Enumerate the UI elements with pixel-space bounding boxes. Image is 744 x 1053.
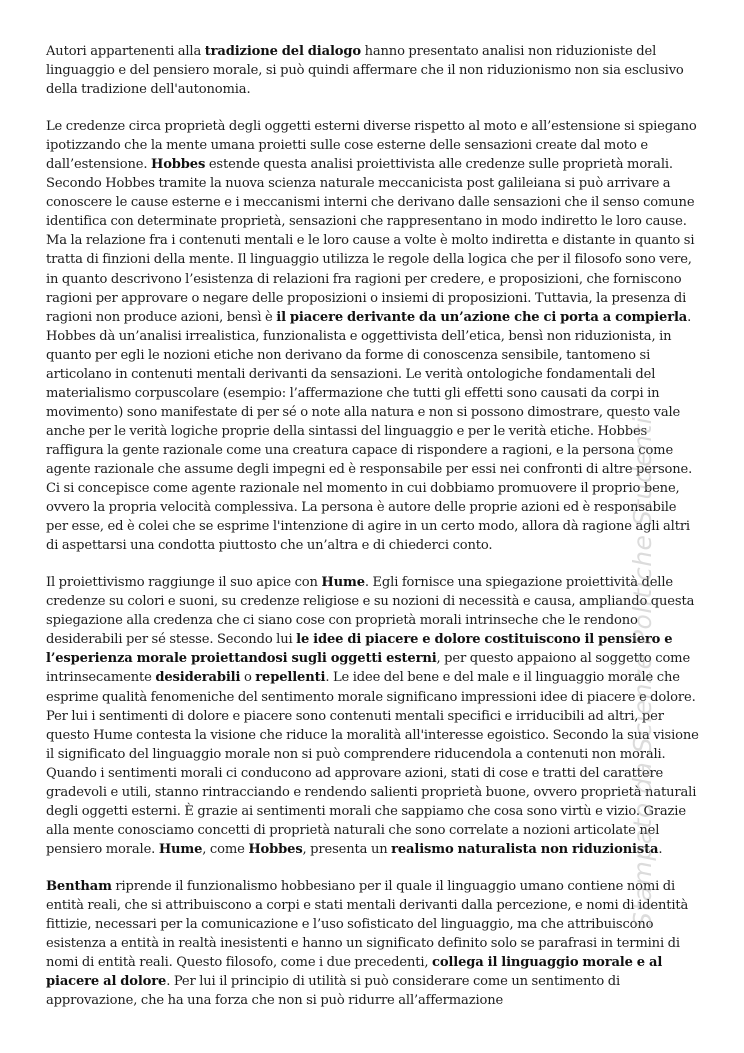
text-run: . Per lui il principio di utilità si può considerare come un sentimento di approvazione, che ha una forza che non si può ridurre all’affermazione [46, 974, 620, 1009]
text-run: . Hobbes dà un’analisi irrealistica, funzionalista e oggettivista dell’etica, bensì non riduzionista, in quanto per egli le nozioni etiche non derivano da forme di conoscenza sensibile, tantomeno si articolano in contenuti mentali derivanti da sensazioni. Le verità ontologiche fondamentali del materialismo corpuscolare (esempio: l’affermazione che tutti gli effetti sono causati da corpi in movimento) sono manifestate di per sé o note alla natura e non si possono dimostrare, questo vale anche per le verità logiche proprie della sintassi del linguaggio e per le verità etiche. Hobbes raffigura la gente razionale come una creatura capace di rispondere a ragioni, e la persona come agente razionale che assume degli impegni ed è responsabile per essi nei confronti di altre persone. Ci si concepisce come agente razionale nel momento in cui dobbiamo promuovere il proprio bene, ovvero la propria velocità complessiva. La persona è autore delle proprie azioni ed è responsabile per esse, ed è colei che se esprime l'intenzione di agire in un certo modo, allora dà ragione agli altri di aspettarsi una condotta piuttosto che un’altra e di chiederci conto. [46, 309, 693, 554]
bold-text: tradizione del dialogo [204, 44, 361, 59]
text-run: Autori appartenenti alla [46, 44, 205, 59]
paragraph-dialogo [46, 42, 700, 99]
paragraph-bentham [46, 877, 700, 1010]
bold-text: Hume [321, 575, 365, 591]
bold-text: il piacere derivante da un’azione che ci porta a compierla [276, 309, 688, 325]
text-run: . [658, 841, 663, 857]
paragraph-hume [46, 573, 700, 859]
text-run: hanno presentato analisi non riduzioniste del linguaggio e del pensiero morale, si può quindi affermare che il non riduzionismo non sia esclusivo della tradizione dell'autonomia. [46, 44, 684, 98]
text-run: Le credenze circa proprietà degli oggetti esterni diverse rispetto al moto e all’estensione si spiegano ipotizzando che la mente umana proietti sulle cose esterne delle sensazioni create dal moto e dall’estensione. [46, 119, 697, 173]
bold-text: repellenti [255, 670, 326, 686]
bold-text: Hobbes [248, 841, 303, 857]
watermark-text: Stampato da Scienze Politiche Studenti [628, 416, 657, 928]
text-run: o [240, 670, 256, 686]
text-run: , presenta un [302, 841, 392, 857]
text-run: , per questo appaiono al soggetto come intrinsecamente [46, 651, 691, 686]
bold-text: Hume [158, 841, 203, 857]
bold-text: collega il linguaggio morale e al piacere al dolore [46, 955, 663, 990]
paragraph-hobbes [46, 117, 700, 555]
text-run: Il proiettivismo raggiunge il suo apice con [46, 575, 322, 591]
watermark [628, 416, 668, 928]
text-run: , come [202, 841, 249, 857]
bold-text: le idee di piacere e dolore costituiscono il pensiero e l’esperienza morale proiettandosi sugli oggetti esterni [46, 632, 673, 667]
bold-text: Bentham [46, 878, 112, 894]
bold-text: Hobbes [150, 157, 206, 173]
text-run: estende questa analisi proiettivista alle credenze sulle proprietà morali. Secondo Hobbes tramite la nuova scienza naturale meccanicista post galileiana si può arrivare a conoscere le cause esterne e i meccanismi interni che derivano dalle sensazioni che il senso comune identifica con determinate proprietà, sensazioni che rappresentano in modo indiretto le loro cause. Ma la relazione fra i contenuti mentali e le loro cause a volte è molto indiretta e distante in quanto si tratta di finzioni della mente. Il linguaggio utilizza le regole della logica che per il filosofo sono vere, in quanto descrivono l’esistenza di relazioni fra ragioni per credere, e proposizioni, che forniscono ragioni per approvare o negare delle proposizioni o insiemi di proposizioni. Tuttavia, la presenza di ragioni non produce azioni, bensì è [46, 157, 695, 325]
bold-text: desiderabili [155, 670, 241, 686]
bold-text: realismo naturalista non riduzionista [391, 841, 659, 857]
document-body [46, 42, 700, 1028]
text-run: . Egli fornisce una spiegazione proiettività delle credenze su colori e suoni, su credenze religiose e su nozioni di necessità e causa, ampliando questa spiegazione alla credenza che ci siano cose con proprietà morali intrinseche che le rendono desiderabili per sé stesse. Secondo lui [46, 575, 695, 648]
text-run: . Le idee del bene e del male e il linguaggio morale che esprime qualità fenomeniche del sentimento morale significano impressioni idee di piacere e dolore. Per lui i sentimenti di dolore e piacere sono contenuti mentali specifici e irriducibili ad altri, per questo Hume contesta la visione che riduce la moralità all'interesse egoistico. Secondo la sua visione il significato del linguaggio morale non si può comprendere riducendola a contenuti non morali. Quando i sentimenti morali ci conducono ad approvare azioni, stati di cose e tratti del carattere gradevoli e utili, stanno rintracciando e rendendo salienti proprietà buone, ovvero proprietà naturali degli oggetti esterni. È grazie ai sentimenti morali che sappiamo che cosa sono virtù e vizio. Grazie alla mente conosciamo concetti di proprietà naturali che sono correlate a nozioni articolate nel pensiero morale. [46, 670, 699, 857]
text-run: riprende il funzionalismo hobbesiano per il quale il linguaggio umano contiene nomi di entità reali, che si attribuiscono a corpi e stati mentali derivanti dalla percezione, e nomi di identità fittizie, necessari per la comunicazione e l’uso sofisticato del linguaggio, ma che attribuiscono esistenza a entità in realtà inesistenti e hanno un significato definito solo se parafrasi in termini di nomi di entità reali. Questo filosofo, come i due precedenti, [46, 878, 689, 971]
